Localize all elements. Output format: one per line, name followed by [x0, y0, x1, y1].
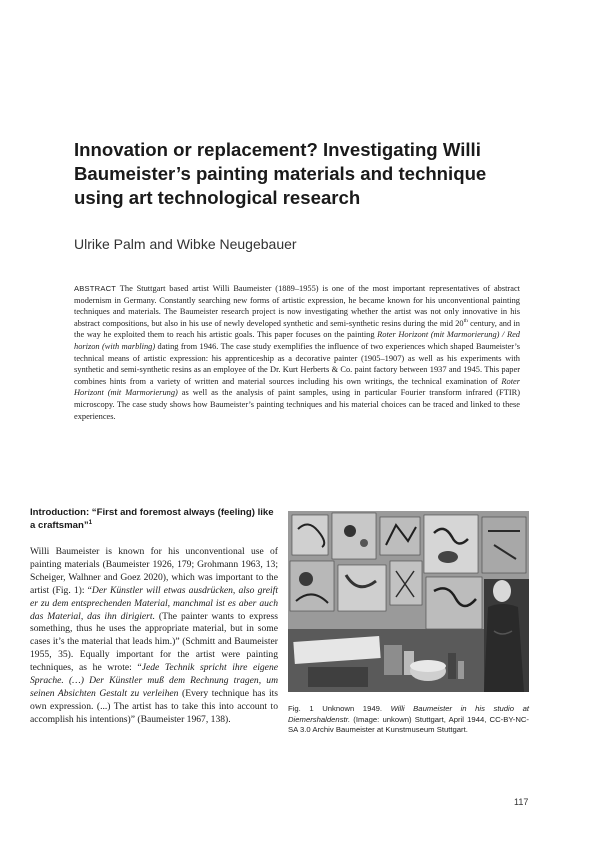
superscript: th [463, 317, 468, 324]
body-text: (The painter wants to express something, thus he uses the appropriate material, but in some cases it’s the material that leads him.)” (Schmitt and Baumeister 1955, 35). Equally important for the artist were painting techniques, as he wrote: “ [30, 610, 278, 674]
section-heading [30, 507, 278, 532]
footnote-ref: 1 [88, 518, 93, 526]
painting-title-italic: Roter Horizont (mit Marmorierung) / Red horizon (with marbling) [74, 330, 520, 351]
abstract-text: The Stuttgart based artist Willi Baumeister (1889–1955) is one of the most important representatives of abstract modernism in Germany. Constantly searching new forms of artistic expression, he became known for his unconventional painting techniques and materials. The Baumeister research project is now investigating whether the artist was not only innovative in his abstract compositions, but also in his use of newly developed synthetic and semi-synthetic resins during the mid 20 [74, 284, 520, 328]
abstract-text: century, and in the way he exploited them to reach his artistic goals. This paper focuses on the painting [74, 318, 520, 340]
abstract-text: dating from 1946. The case study exemplifies the influence of two experiences which shaped Baumeister’s technical means of artistic expression: his apprenticeship as a decorative painter (1905–1907) as well as his experiments with synthetic and semi-synthetic resins as an employee of the Dr. Kurt Herberts & Co. paint factory between 1937 and 1945. This paper combines hints from a variety of written and material sources including his own writings, the technical examination of [74, 341, 520, 386]
quote-italic: Der Künstler will etwas ausdrücken, also greift er zu dem entsprechenden Material, manchmal ist es aber auch das Material, das ihn dirigiert. [30, 584, 278, 622]
caption-text: (Image: unkown) Stuttgart, April 1944, CC-BY-NC-SA 3.0 Archiv Baumeister at Kunstmuseum Stuttgart. [288, 714, 529, 735]
abstract-text: as well as the analysis of paint samples, using in particular Fourier transform infrared (FTIR) microscopy. The case study shows how Baumeister’s painting techniques and his material choices can be traced and linked to these experiences. [74, 388, 520, 421]
quote-italic: Jede Technik spricht ihre eigene Sprache. (…) Der Künstler muß dem Rechnung tragen, um seinen Absichten Gestalt zu verleihen [30, 662, 278, 699]
abstract [74, 283, 520, 422]
painting-title-italic: Roter Horizont (mit Marmorierung) [74, 376, 520, 398]
figure-photo [288, 511, 529, 692]
caption-italic: Willi Baumeister in his studio at Diemershaldenstr. [288, 704, 529, 724]
body-paragraph [30, 546, 278, 727]
abstract-label: ABSTRACT [74, 284, 117, 293]
page-number: 117 [514, 797, 529, 807]
body-text: (Every technique has its own expression. (...) The artist has to take this into account to accomplish his intentions)” (Baumeister 1967, 138). [30, 687, 279, 725]
caption-text: Fig. 1 Unknown 1949. [288, 704, 391, 713]
paper-title: Innovation or replacement? Investigating Willi Baumeister’s painting materials and technique using art technological research [74, 139, 487, 208]
section-heading-text: Introduction: “First and foremost always (feeling) like a craftsman” [30, 507, 274, 531]
figure-caption [288, 704, 529, 736]
body-text: Willi Baumeister is known for his unconventional use of painting materials (Baumeister 1926, 179; Grohmann 1963, 13; Scheiger, Walhner and Goez 2020), which was important to the artist (Fig. 1): “ [30, 546, 278, 596]
studio-photo-illustration [288, 511, 529, 692]
authors: Ulrike Palm and Wibke Neugebauer [74, 236, 297, 252]
